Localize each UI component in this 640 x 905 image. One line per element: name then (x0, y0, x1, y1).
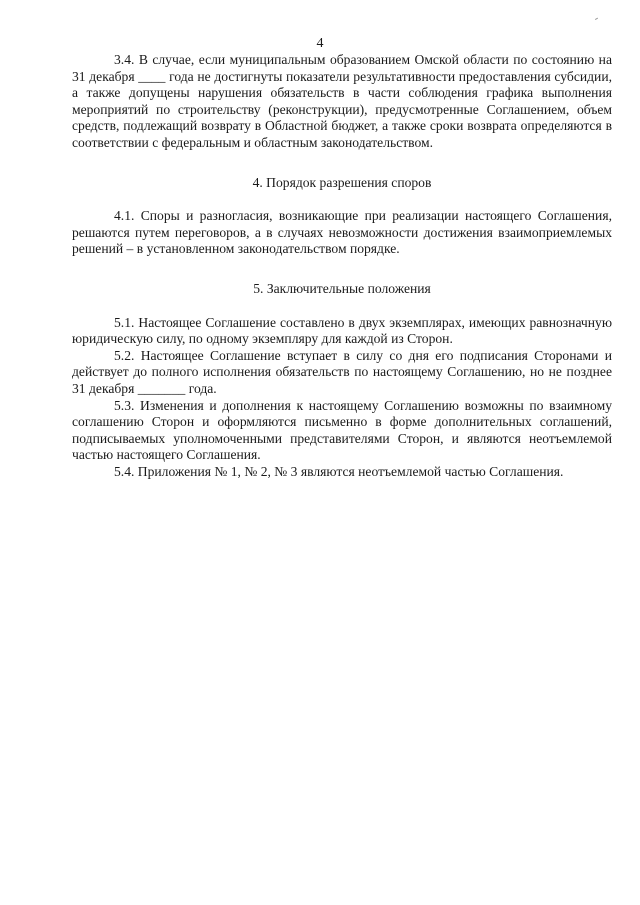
scan-mark (595, 18, 600, 24)
section-heading-4: 4. Порядок разрешения споров (252, 174, 432, 190)
paragraph-5-1: 5.1. Настоящее Соглашение составлено в двух экземплярах, имеющих равнозначную юридическую силу, по одному экземпляру для каждой из Сторон. (72, 314, 612, 347)
paragraph-5-4: 5.4. Приложения № 1, № 2, № 3 являются неотъемлемой частью Соглашения. (114, 463, 564, 479)
document-body (72, 52, 612, 480)
paragraph-5-2: 5.2. Настоящее Соглашение вступает в силу со дня его подписания Сторонами и действует до полного исполнения обязательств по настоящему Соглашению, но не позднее 31 декабря _______ года. (72, 347, 612, 396)
paragraph-5-3: 5.3. Изменения и дополнения к настоящему Соглашению возможны по взаимному соглашению Сторон и оформляются письменно в форме дополнительных соглашений, подписываемых уполномоченными представителями Сторон, и являются неотъемлемой частью настоящего Соглашения. (72, 397, 612, 463)
paragraph-3-4: 3.4. В случае, если муниципальным образованием Омской области по состоянию на 31 декабря ____ года не достигнуты показатели результативности предоставления субсидии, а также допущены нарушения обязательств в части соблюдения графика выполнения мероприятий по строительству (реконструкции), предусмотренные Соглашением, объем средств, подлежащий возврату в Областной бюджет, а также сроки возврата определяются в соответствии с федеральным и областным законодательством. (72, 52, 612, 150)
section-heading-5: 5. Заключительные положения (253, 280, 431, 296)
paragraph-4-1: 4.1. Споры и разногласия, возникающие при реализации настоящего Соглашения, решаются путем переговоров, а в случаях невозможности достижения взаимоприемлемых решений – в установленном законодательством порядке. (72, 208, 612, 257)
page-number: 4 (316, 36, 324, 51)
